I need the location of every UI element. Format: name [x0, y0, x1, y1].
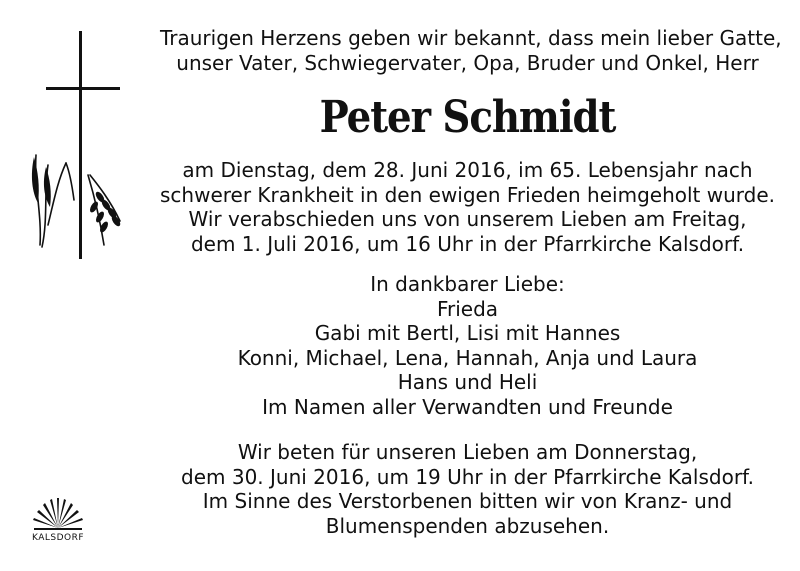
deceased-name: Peter Schmidt [319, 92, 616, 143]
prayer-line: Wir beten für unseren Lieben am Donnerstag, [237, 440, 698, 464]
family-line: In dankbarer Liebe: [370, 272, 565, 296]
intro-line: Traurigen Herzens geben wir bekannt, dass mein lieber Gatte, [160, 26, 782, 50]
family-line: Konni, Michael, Lena, Hannah, Anja und Laura [237, 345, 698, 370]
logo-label: KALSDORF [31, 533, 85, 543]
kalsdorf-crest-icon [28, 488, 88, 532]
prayer-line: Im Sinne des Verstorbenen bitten wir von Kranz- und [202, 489, 733, 513]
cross-with-wheat-icon [28, 25, 138, 265]
kalsdorf-logo [28, 488, 88, 550]
family-line: Frieda [436, 296, 499, 321]
family-list [160, 272, 775, 419]
prayer-info [160, 440, 775, 538]
family-line: Gabi mit Bertl, Lisi mit Hannes [314, 321, 621, 345]
details-line: Wir verabschieden uns von unserem Lieben am Freitag, [188, 207, 747, 231]
family-line: Im Namen aller Verwandten und Freunde [262, 394, 673, 419]
prayer-line: dem 30. Juni 2016, um 19 Uhr in der Pfarrkirche Kalsdorf. [181, 464, 754, 489]
details-line: am Dienstag, dem 28. Juni 2016, im 65. Lebensjahr nach [182, 158, 753, 182]
death-details [160, 158, 775, 256]
intro-line: unser Vater, Schwiegervater, Opa, Bruder und Onkel, Herr [176, 50, 759, 75]
intro-text [160, 26, 782, 75]
family-line: Hans und Heli [397, 370, 538, 394]
details-line: dem 1. Juli 2016, um 16 Uhr in der Pfarrkirche Kalsdorf. [190, 231, 745, 256]
details-line: schwerer Krankheit in den ewigen Frieden heimgeholt wurde. [160, 182, 775, 207]
prayer-line: Blumenspenden abzusehen. [325, 513, 610, 538]
